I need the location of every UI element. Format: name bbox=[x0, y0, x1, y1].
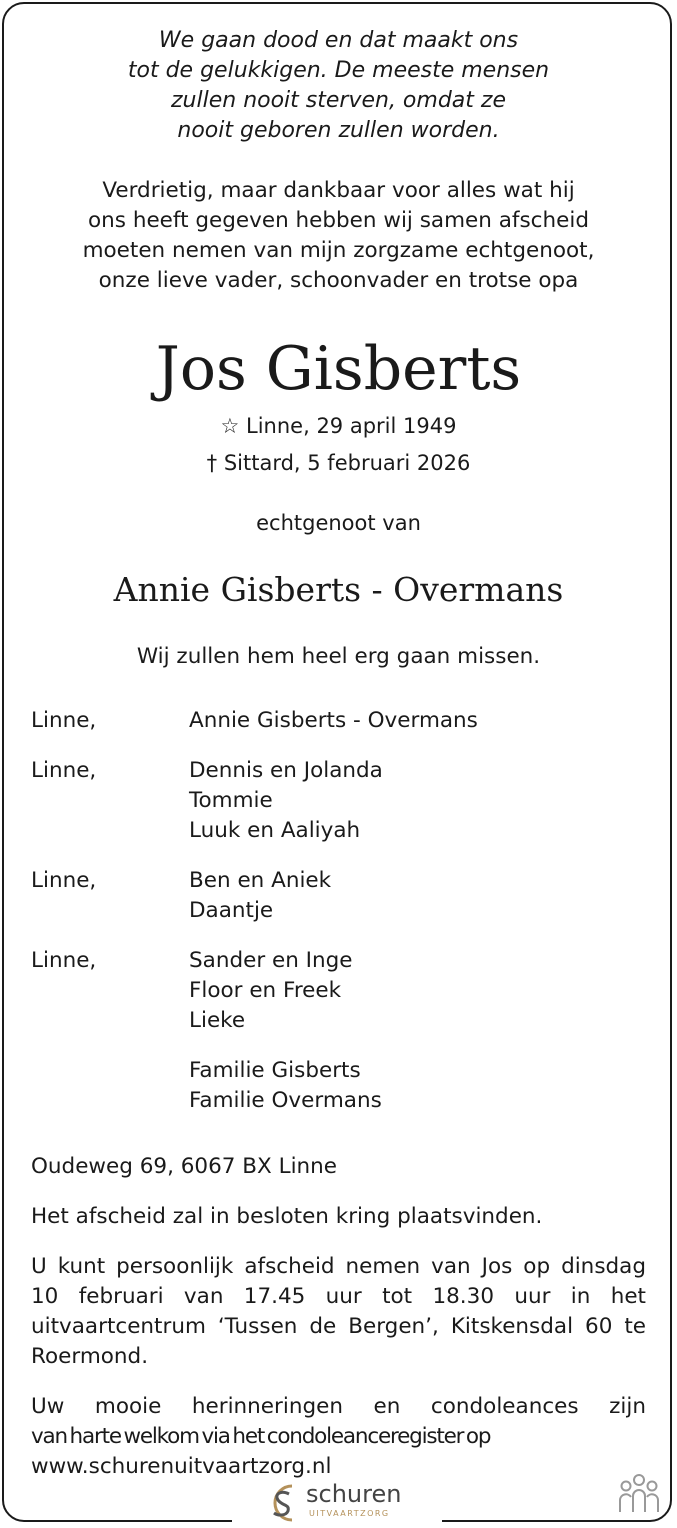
family-place: Linne, bbox=[31, 948, 97, 973]
miss-text: Wij zullen hem heel erg gaan missen. bbox=[136, 644, 541, 669]
schuren-logo-icon bbox=[262, 1480, 304, 1526]
family-place: Linne, bbox=[31, 708, 97, 733]
condolences-text bbox=[31, 1392, 646, 1482]
death-line: † Sittard, 5 februari 2026 bbox=[206, 451, 471, 475]
opening-quote bbox=[0, 26, 677, 146]
family-name: Dennis en Jolanda bbox=[189, 758, 383, 783]
family-name: Familie Gisberts bbox=[189, 1058, 361, 1083]
condolences-link[interactable]: www.schurenuitvaartzorg.nl bbox=[31, 1454, 332, 1479]
family-name: Daantje bbox=[189, 898, 274, 923]
intro-line: onze lieve vader, schoonvader en trotse opa bbox=[98, 268, 579, 293]
family-name: Tommie bbox=[189, 788, 273, 813]
intro-line: moeten nemen van mijn zorgzame echtgenoot, bbox=[82, 238, 595, 263]
quote-line: zullen nooit sterven, omdat ze bbox=[171, 88, 506, 113]
family-name: Floor en Freek bbox=[189, 978, 342, 1003]
birth-line: ☆ Linne, 29 april 1949 bbox=[220, 414, 457, 438]
family-name: Ben en Aniek bbox=[189, 868, 332, 893]
farewell-text: Het afscheid zal in besloten kring plaatsvinden. bbox=[31, 1204, 543, 1229]
family-name: Lieke bbox=[189, 1008, 246, 1033]
family-name: Annie Gisberts - Overmans bbox=[189, 708, 478, 733]
condolences-line: Uw mooie herinneringen en condoleances zijn bbox=[31, 1394, 646, 1419]
condolences-line: van harte welkom via het condoleanceregister op bbox=[31, 1424, 491, 1449]
family-place: Linne, bbox=[31, 868, 97, 893]
schuren-logo bbox=[262, 1480, 422, 1526]
people-icon bbox=[614, 1472, 664, 1516]
logo-name: schuren bbox=[306, 1480, 402, 1508]
spouse-label: echtgenoot van bbox=[256, 511, 421, 535]
family-name: Familie Overmans bbox=[189, 1088, 382, 1113]
quote-line: tot de gelukkigen. De meeste mensen bbox=[127, 58, 550, 83]
family-name: Luuk en Aaliyah bbox=[189, 818, 361, 843]
visit-text: U kunt persoonlijk afscheid nemen van Jos op dinsdag 10 februari van 17.45 uur tot 18.30 uur in het uitvaartcentrum ‘Tussen de Bergen’, Kitskensdal 60 te Roermond. bbox=[31, 1254, 646, 1369]
quote-line: We gaan dood en dat maakt ons bbox=[158, 28, 519, 53]
family-place: Linne, bbox=[31, 758, 97, 783]
family-name: Sander en Inge bbox=[189, 948, 353, 973]
deceased-name: Jos Gisberts bbox=[155, 334, 522, 404]
address: Oudeweg 69, 6067 BX Linne bbox=[31, 1154, 338, 1179]
spouse-name: Annie Gisberts - Overmans bbox=[113, 570, 564, 609]
intro-line: ons heeft gegeven hebben wij samen afscheid bbox=[88, 208, 589, 233]
intro-text bbox=[0, 176, 677, 296]
life-dates bbox=[0, 408, 677, 482]
intro-line: Verdrietig, maar dankbaar voor alles wat hij bbox=[102, 178, 575, 203]
quote-line: nooit geboren zullen worden. bbox=[177, 118, 500, 143]
logo-sub: UITVAARTZORG bbox=[309, 1509, 390, 1518]
